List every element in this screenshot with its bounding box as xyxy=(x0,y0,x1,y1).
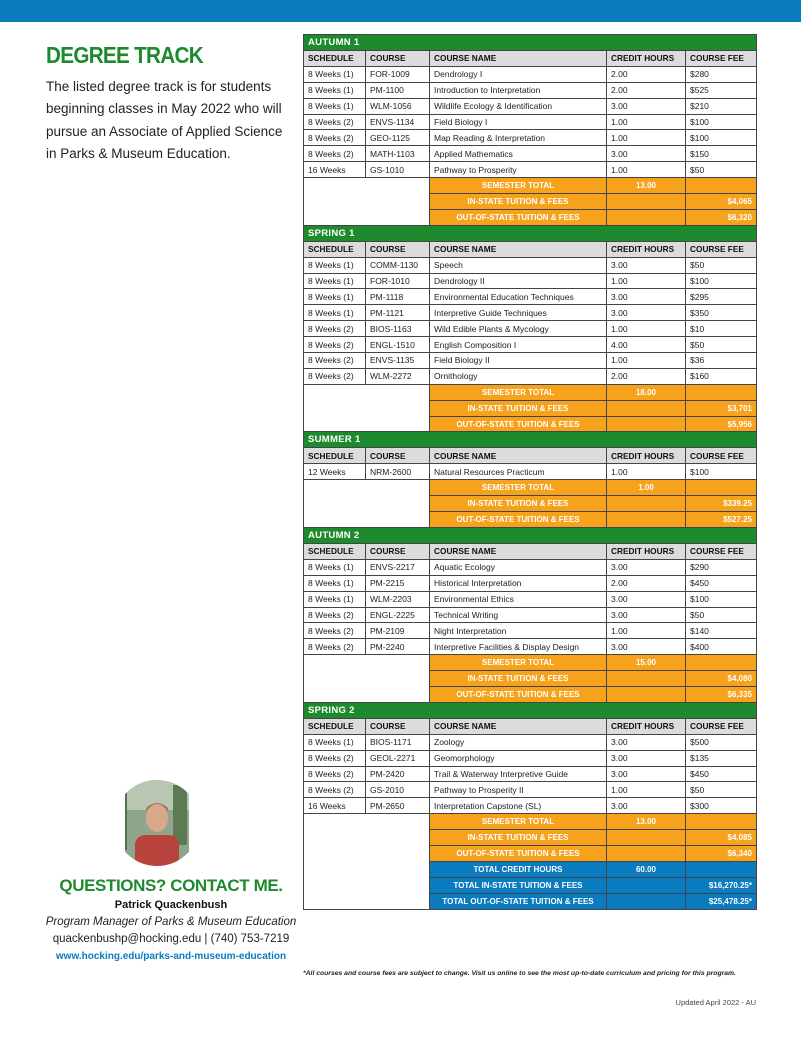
schedule-cell: 8 Weeks (1) xyxy=(304,289,366,305)
course-fee-cell: $50 xyxy=(686,607,757,623)
course-name-cell: Wildlife Ecology & Identification xyxy=(430,98,607,114)
credit-hours-cell: 1.00 xyxy=(607,114,686,130)
course-code-cell: ENGL-2225 xyxy=(366,607,430,623)
column-header-course-fee: COURSE FEE xyxy=(686,718,757,734)
semester-total-label: SEMESTER TOTAL xyxy=(430,480,607,496)
grand-total-label: TOTAL OUT-OF-STATE TUITION & FEES xyxy=(430,893,607,909)
in-state-label: IN-STATE TUITION & FEES xyxy=(430,830,607,846)
column-header-credit-hours: CREDIT HOURS xyxy=(607,448,686,464)
course-name-cell: Dendrology II xyxy=(430,273,607,289)
course-code-cell: ENGL-1510 xyxy=(366,337,430,353)
semester-total-label: SEMESTER TOTAL xyxy=(430,384,607,400)
course-code-cell: FOR-1010 xyxy=(366,273,430,289)
course-fee-cell: $160 xyxy=(686,368,757,384)
course-name-cell: Pathway to Prosperity xyxy=(430,162,607,178)
out-state-blank xyxy=(607,845,686,861)
course-row xyxy=(304,289,757,305)
schedule-cell: 8 Weeks (2) xyxy=(304,639,366,655)
out-state-blank xyxy=(607,209,686,225)
course-name-cell: Introduction to Interpretation xyxy=(430,82,607,98)
column-header-course-fee: COURSE FEE xyxy=(686,448,757,464)
course-code-cell: PM-2215 xyxy=(366,575,430,591)
out-state-label: OUT-OF-STATE TUITION & FEES xyxy=(430,686,607,702)
in-state-value: $339.25 xyxy=(686,496,757,512)
credit-hours-cell: 3.00 xyxy=(607,734,686,750)
out-state-value: $6,320 xyxy=(686,209,757,225)
out-state-value: $5,956 xyxy=(686,416,757,432)
schedule-cell: 8 Weeks (1) xyxy=(304,98,366,114)
schedule-cell: 8 Weeks (1) xyxy=(304,82,366,98)
in-state-blank xyxy=(607,400,686,416)
course-name-cell: Field Biology II xyxy=(430,353,607,369)
semester-header-row xyxy=(304,432,757,448)
credit-hours-cell: 3.00 xyxy=(607,289,686,305)
column-header-row xyxy=(304,51,757,67)
in-state-value: $4,080 xyxy=(686,671,757,687)
schedule-cell: 8 Weeks (2) xyxy=(304,607,366,623)
semester-total-row xyxy=(304,480,757,496)
schedule-cell: 8 Weeks (2) xyxy=(304,750,366,766)
credit-hours-cell: 4.00 xyxy=(607,337,686,353)
blank-cell xyxy=(304,814,430,909)
course-name-cell: Applied Mathematics xyxy=(430,146,607,162)
in-state-label: IN-STATE TUITION & FEES xyxy=(430,400,607,416)
contact-role: Program Manager of Parks & Museum Education xyxy=(45,916,297,928)
intro-text: The listed degree track is for students beginning classes in May 2022 who will pursue an Associate of Applied Science in Parks & Museum Education. xyxy=(46,79,283,161)
course-code-cell: ENVS-1134 xyxy=(366,114,430,130)
course-fee-cell: $300 xyxy=(686,798,757,814)
out-state-value: $6,335 xyxy=(686,686,757,702)
semester-total-value: 13.00 xyxy=(607,178,686,194)
course-fee-cell: $450 xyxy=(686,575,757,591)
credit-hours-cell: 3.00 xyxy=(607,559,686,575)
out-state-label: OUT-OF-STATE TUITION & FEES xyxy=(430,512,607,528)
semester-total-value: 13.00 xyxy=(607,814,686,830)
course-row xyxy=(304,798,757,814)
semester-total-row xyxy=(304,384,757,400)
course-name-cell: Night Interpretation xyxy=(430,623,607,639)
course-row xyxy=(304,321,757,337)
course-row xyxy=(304,146,757,162)
course-row xyxy=(304,353,757,369)
course-row xyxy=(304,114,757,130)
in-state-blank xyxy=(607,671,686,687)
out-state-label: OUT-OF-STATE TUITION & FEES xyxy=(430,209,607,225)
column-header-schedule: SCHEDULE xyxy=(304,543,366,559)
degree-track-table-wrapper xyxy=(303,34,756,910)
course-fee-cell: $280 xyxy=(686,66,757,82)
grand-total-value: $25,478.25* xyxy=(686,893,757,909)
column-header-row xyxy=(304,543,757,559)
course-code-cell: PM-2109 xyxy=(366,623,430,639)
schedule-cell: 16 Weeks xyxy=(304,162,366,178)
course-name-cell: Geomorphology xyxy=(430,750,607,766)
semester-total-value: 15.00 xyxy=(607,655,686,671)
semester-total-label: SEMESTER TOTAL xyxy=(430,178,607,194)
semester-total-fee-blank xyxy=(686,814,757,830)
schedule-cell: 8 Weeks (2) xyxy=(304,782,366,798)
course-row xyxy=(304,782,757,798)
course-fee-cell: $140 xyxy=(686,623,757,639)
schedule-cell: 8 Weeks (2) xyxy=(304,353,366,369)
semester-total-label: SEMESTER TOTAL xyxy=(430,814,607,830)
course-row xyxy=(304,368,757,384)
course-row xyxy=(304,464,757,480)
course-name-cell: Dendrology I xyxy=(430,66,607,82)
course-name-cell: Speech xyxy=(430,257,607,273)
schedule-cell: 8 Weeks (1) xyxy=(304,575,366,591)
course-row xyxy=(304,766,757,782)
course-fee-cell: $100 xyxy=(686,130,757,146)
blank-cell xyxy=(304,384,430,432)
course-code-cell: FOR-1009 xyxy=(366,66,430,82)
credit-hours-cell: 1.00 xyxy=(607,130,686,146)
course-fee-cell: $210 xyxy=(686,98,757,114)
course-row xyxy=(304,591,757,607)
page-title: DEGREE TRACK xyxy=(46,42,203,68)
credit-hours-cell: 3.00 xyxy=(607,766,686,782)
course-fee-cell: $400 xyxy=(686,639,757,655)
course-code-cell: WLM-2272 xyxy=(366,368,430,384)
course-fee-cell: $50 xyxy=(686,782,757,798)
course-row xyxy=(304,607,757,623)
semester-name: AUTUMN 1 xyxy=(304,35,757,51)
course-code-cell: GEOL-2271 xyxy=(366,750,430,766)
in-state-label: IN-STATE TUITION & FEES xyxy=(430,671,607,687)
in-state-value: $4,085 xyxy=(686,830,757,846)
course-name-cell: Environmental Education Techniques xyxy=(430,289,607,305)
contact-name: Patrick Quackenbush xyxy=(114,899,228,911)
course-fee-cell: $450 xyxy=(686,766,757,782)
column-header-credit-hours: CREDIT HOURS xyxy=(607,51,686,67)
course-fee-cell: $100 xyxy=(686,464,757,480)
credit-hours-cell: 1.00 xyxy=(607,464,686,480)
course-name-cell: Natural Resources Practicum xyxy=(430,464,607,480)
credit-hours-cell: 3.00 xyxy=(607,305,686,321)
semester-name: SUMMER 1 xyxy=(304,432,757,448)
credit-hours-cell: 3.00 xyxy=(607,798,686,814)
column-header-row xyxy=(304,241,757,257)
course-row xyxy=(304,559,757,575)
in-state-blank xyxy=(607,496,686,512)
schedule-cell: 8 Weeks (2) xyxy=(304,321,366,337)
course-fee-cell: $150 xyxy=(686,146,757,162)
blank-cell xyxy=(304,178,430,226)
column-header-row xyxy=(304,448,757,464)
course-fee-cell: $100 xyxy=(686,273,757,289)
course-row xyxy=(304,734,757,750)
course-code-cell: GEO-1125 xyxy=(366,130,430,146)
credit-hours-cell: 3.00 xyxy=(607,98,686,114)
schedule-cell: 8 Weeks (1) xyxy=(304,734,366,750)
course-code-cell: ENVS-1135 xyxy=(366,353,430,369)
course-row xyxy=(304,98,757,114)
column-header-credit-hours: CREDIT HOURS xyxy=(607,241,686,257)
schedule-cell: 8 Weeks (2) xyxy=(304,114,366,130)
semester-total-value: 1.00 xyxy=(607,480,686,496)
course-name-cell: Interpretation Capstone (SL) xyxy=(430,798,607,814)
course-code-cell: PM-1121 xyxy=(366,305,430,321)
column-header-course-fee: COURSE FEE xyxy=(686,543,757,559)
course-fee-cell: $100 xyxy=(686,114,757,130)
course-row xyxy=(304,639,757,655)
column-header-credit-hours: CREDIT HOURS xyxy=(607,718,686,734)
course-name-cell: Ornithology xyxy=(430,368,607,384)
course-fee-cell: $50 xyxy=(686,337,757,353)
degree-track-table xyxy=(303,34,757,910)
schedule-cell: 8 Weeks (2) xyxy=(304,623,366,639)
schedule-cell: 8 Weeks (1) xyxy=(304,305,366,321)
column-header-course-fee: COURSE FEE xyxy=(686,51,757,67)
in-state-value: $4,065 xyxy=(686,194,757,210)
schedule-cell: 8 Weeks (2) xyxy=(304,766,366,782)
out-state-blank xyxy=(607,512,686,528)
course-name-cell: Map Reading & Interpretation xyxy=(430,130,607,146)
course-fee-cell: $295 xyxy=(686,289,757,305)
course-code-cell: PM-2650 xyxy=(366,798,430,814)
course-name-cell: Interpretive Guide Techniques xyxy=(430,305,607,321)
credit-hours-cell: 1.00 xyxy=(607,162,686,178)
out-state-blank xyxy=(607,686,686,702)
grand-total-label: TOTAL IN-STATE TUITION & FEES xyxy=(430,877,607,893)
column-header-course-name: COURSE NAME xyxy=(430,448,607,464)
course-code-cell: GS-2010 xyxy=(366,782,430,798)
course-name-cell: Technical Writing xyxy=(430,607,607,623)
course-fee-cell: $525 xyxy=(686,82,757,98)
course-code-cell: NRM-2600 xyxy=(366,464,430,480)
course-fee-cell: $500 xyxy=(686,734,757,750)
top-banner xyxy=(0,0,801,22)
course-name-cell: Aquatic Ecology xyxy=(430,559,607,575)
semester-name: SPRING 2 xyxy=(304,702,757,718)
contact-email-phone: quackenbushp@hocking.edu | (740) 753-7219 xyxy=(52,933,290,945)
course-fee-cell: $50 xyxy=(686,162,757,178)
course-code-cell: PM-1100 xyxy=(366,82,430,98)
course-fee-cell: $100 xyxy=(686,591,757,607)
course-code-cell: BIOS-1171 xyxy=(366,734,430,750)
credit-hours-cell: 2.00 xyxy=(607,66,686,82)
course-fee-cell: $36 xyxy=(686,353,757,369)
course-row xyxy=(304,337,757,353)
semester-total-label: SEMESTER TOTAL xyxy=(430,655,607,671)
course-fee-cell: $10 xyxy=(686,321,757,337)
footnote: *All courses and course fees are subject to change. Visit us online to see the most up-to-date curriculum and pricing for this program. xyxy=(303,970,736,977)
course-code-cell: WLM-2203 xyxy=(366,591,430,607)
course-name-cell: English Composition I xyxy=(430,337,607,353)
course-fee-cell: $290 xyxy=(686,559,757,575)
in-state-label: IN-STATE TUITION & FEES xyxy=(430,496,607,512)
contact-photo xyxy=(125,780,189,866)
grand-total-value: 60.00 xyxy=(607,861,686,877)
column-header-schedule: SCHEDULE xyxy=(304,241,366,257)
semester-header-row xyxy=(304,225,757,241)
course-code-cell: PM-2420 xyxy=(366,766,430,782)
column-header-course: COURSE xyxy=(366,543,430,559)
schedule-cell: 8 Weeks (2) xyxy=(304,368,366,384)
in-state-label: IN-STATE TUITION & FEES xyxy=(430,194,607,210)
course-fee-cell: $135 xyxy=(686,750,757,766)
credit-hours-cell: 3.00 xyxy=(607,146,686,162)
schedule-cell: 8 Weeks (1) xyxy=(304,66,366,82)
course-code-cell: COMM-1130 xyxy=(366,257,430,273)
semester-total-fee-blank xyxy=(686,480,757,496)
course-row xyxy=(304,575,757,591)
semester-total-value: 18.00 xyxy=(607,384,686,400)
schedule-cell: 8 Weeks (2) xyxy=(304,130,366,146)
grand-total-value: $16,270.25* xyxy=(686,877,757,893)
column-header-course-fee: COURSE FEE xyxy=(686,241,757,257)
course-code-cell: GS-1010 xyxy=(366,162,430,178)
credit-hours-cell: 1.00 xyxy=(607,353,686,369)
schedule-cell: 8 Weeks (1) xyxy=(304,273,366,289)
credit-hours-cell: 2.00 xyxy=(607,82,686,98)
credit-hours-cell: 2.00 xyxy=(607,575,686,591)
credit-hours-cell: 3.00 xyxy=(607,591,686,607)
course-code-cell: BIOS-1163 xyxy=(366,321,430,337)
updated-note: Updated April 2022 - AU xyxy=(675,998,756,1007)
column-header-schedule: SCHEDULE xyxy=(304,448,366,464)
grand-total-label: TOTAL CREDIT HOURS xyxy=(430,861,607,877)
course-row xyxy=(304,623,757,639)
course-code-cell: PM-1118 xyxy=(366,289,430,305)
credit-hours-cell: 3.00 xyxy=(607,257,686,273)
semester-total-fee-blank xyxy=(686,178,757,194)
course-row xyxy=(304,130,757,146)
semester-total-row xyxy=(304,655,757,671)
schedule-cell: 8 Weeks (1) xyxy=(304,257,366,273)
grand-total-blank xyxy=(686,861,757,877)
semester-header-row xyxy=(304,702,757,718)
out-state-label: OUT-OF-STATE TUITION & FEES xyxy=(430,416,607,432)
blank-cell xyxy=(304,655,430,703)
credit-hours-cell: 3.00 xyxy=(607,639,686,655)
course-row xyxy=(304,66,757,82)
in-state-blank xyxy=(607,830,686,846)
grand-total-blank xyxy=(607,877,686,893)
column-header-schedule: SCHEDULE xyxy=(304,51,366,67)
credit-hours-cell: 1.00 xyxy=(607,273,686,289)
out-state-label: OUT-OF-STATE TUITION & FEES xyxy=(430,845,607,861)
course-name-cell: Pathway to Prosperity II xyxy=(430,782,607,798)
credit-hours-cell: 3.00 xyxy=(607,607,686,623)
course-code-cell: MATH-1103 xyxy=(366,146,430,162)
course-name-cell: Wild Edible Plants & Mycology xyxy=(430,321,607,337)
course-name-cell: Zoology xyxy=(430,734,607,750)
course-row xyxy=(304,750,757,766)
schedule-cell: 8 Weeks (1) xyxy=(304,559,366,575)
course-code-cell: WLM-1056 xyxy=(366,98,430,114)
column-header-course-name: COURSE NAME xyxy=(430,543,607,559)
column-header-credit-hours: CREDIT HOURS xyxy=(607,543,686,559)
credit-hours-cell: 2.00 xyxy=(607,368,686,384)
out-state-value: $527.25 xyxy=(686,512,757,528)
course-row xyxy=(304,305,757,321)
blank-cell xyxy=(304,480,430,528)
semester-name: SPRING 1 xyxy=(304,225,757,241)
semester-total-fee-blank xyxy=(686,655,757,671)
grand-total-blank xyxy=(607,893,686,909)
credit-hours-cell: 3.00 xyxy=(607,750,686,766)
column-header-course: COURSE xyxy=(366,718,430,734)
column-header-course: COURSE xyxy=(366,51,430,67)
schedule-cell: 8 Weeks (2) xyxy=(304,146,366,162)
course-name-cell: Historical Interpretation xyxy=(430,575,607,591)
schedule-cell: 16 Weeks xyxy=(304,798,366,814)
course-name-cell: Field Biology I xyxy=(430,114,607,130)
semester-total-row xyxy=(304,178,757,194)
semester-header-row xyxy=(304,527,757,543)
course-name-cell: Environmental Ethics xyxy=(430,591,607,607)
course-row xyxy=(304,257,757,273)
course-name-cell: Trail & Waterway Interpretive Guide xyxy=(430,766,607,782)
course-row xyxy=(304,162,757,178)
column-header-course-name: COURSE NAME xyxy=(430,718,607,734)
semester-header-row xyxy=(304,35,757,51)
credit-hours-cell: 1.00 xyxy=(607,623,686,639)
semester-total-row xyxy=(304,814,757,830)
column-header-course: COURSE xyxy=(366,241,430,257)
credit-hours-cell: 1.00 xyxy=(607,321,686,337)
course-fee-cell: $50 xyxy=(686,257,757,273)
course-name-cell: Interpretive Facilities & Display Design xyxy=(430,639,607,655)
schedule-cell: 12 Weeks xyxy=(304,464,366,480)
schedule-cell: 8 Weeks (2) xyxy=(304,337,366,353)
column-header-course-name: COURSE NAME xyxy=(430,241,607,257)
course-fee-cell: $350 xyxy=(686,305,757,321)
course-code-cell: ENVS-2217 xyxy=(366,559,430,575)
column-header-row xyxy=(304,718,757,734)
credit-hours-cell: 1.00 xyxy=(607,782,686,798)
column-header-course: COURSE xyxy=(366,448,430,464)
semester-total-fee-blank xyxy=(686,384,757,400)
column-header-course-name: COURSE NAME xyxy=(430,51,607,67)
contact-heading: QUESTIONS? CONTACT ME. xyxy=(59,876,283,895)
semester-name: AUTUMN 2 xyxy=(304,527,757,543)
course-row xyxy=(304,82,757,98)
in-state-value: $3,701 xyxy=(686,400,757,416)
out-state-blank xyxy=(607,416,686,432)
schedule-cell: 8 Weeks (1) xyxy=(304,591,366,607)
column-header-schedule: SCHEDULE xyxy=(304,718,366,734)
in-state-blank xyxy=(607,194,686,210)
contact-website-link[interactable]: www.hocking.edu/parks-and-museum-education xyxy=(55,951,287,962)
out-state-value: $6,340 xyxy=(686,845,757,861)
course-code-cell: PM-2240 xyxy=(366,639,430,655)
course-row xyxy=(304,273,757,289)
